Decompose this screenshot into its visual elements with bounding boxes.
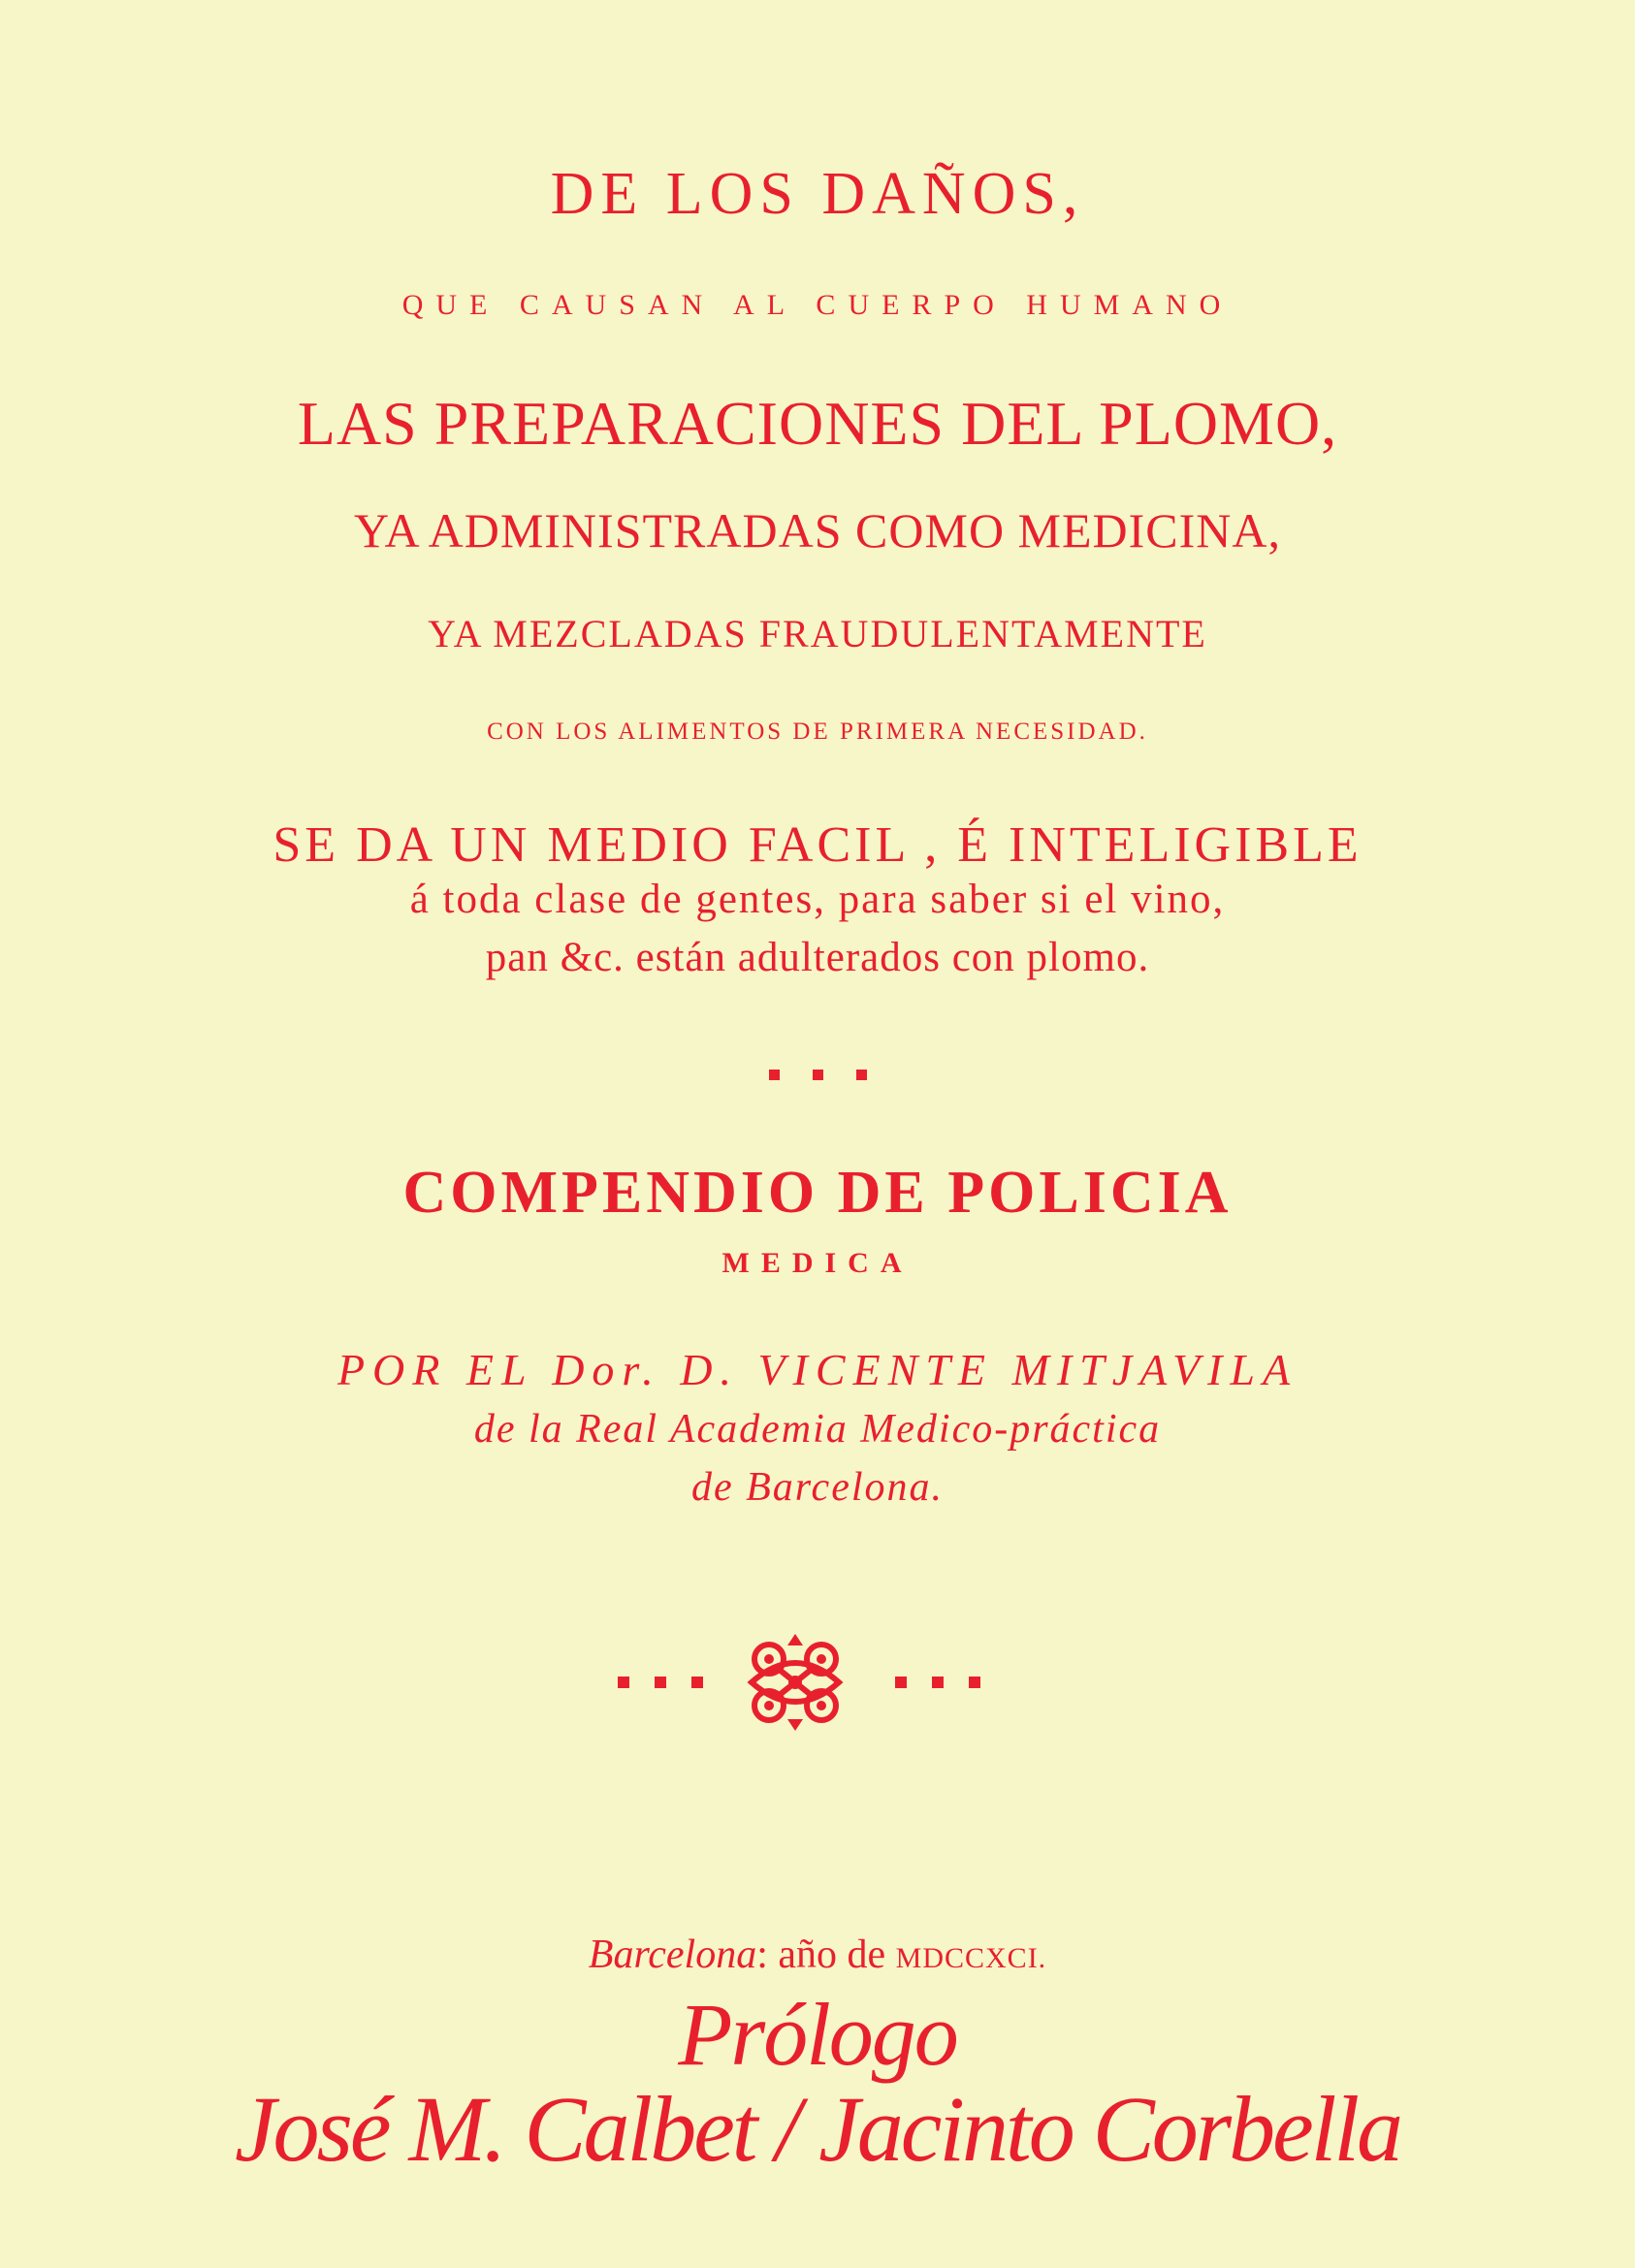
fleuron-ornament-icon <box>742 1634 849 1731</box>
imprint-year: MDCCXCI. <box>895 1942 1047 1974</box>
dot-icon <box>932 1677 944 1688</box>
dot-icon <box>691 1677 703 1688</box>
subtitle-line-3: pan &c. están adulterados con plomo. <box>485 935 1150 980</box>
author-line-1: POR EL Dor. D. VICENTE MITJAVILA <box>337 1345 1298 1394</box>
imprint-separator: : año de <box>756 1933 886 1977</box>
title-line-4: YA ADMINISTRADAS COMO MEDICINA, <box>353 503 1282 558</box>
author-line-2: de la Real Academia Medico-práctica <box>473 1407 1162 1452</box>
dot-icon <box>856 1070 867 1080</box>
author-line-3: de Barcelona. <box>690 1465 945 1510</box>
second-work-subtitle: MEDICA <box>721 1247 914 1279</box>
prologue-label: Prólogo <box>678 1985 957 2084</box>
second-work-title: COMPENDIO DE POLICIA <box>402 1160 1233 1226</box>
prologue-authors: José M. Calbet / Jacinto Corbella <box>234 2077 1401 2181</box>
dot-icon <box>895 1677 907 1688</box>
subtitle-line-1: SE DA UN MEDIO FACIL , É INTELIGIBLE <box>272 817 1362 873</box>
title-line-6: CON LOS ALIMENTOS DE PRIMERA NECESIDAD. <box>487 719 1148 745</box>
title-line-3: LAS PREPARACIONES DEL PLOMO, <box>297 389 1338 458</box>
title-line-1: DE LOS DAÑOS, <box>550 161 1085 227</box>
dot-icon <box>655 1677 666 1688</box>
separator-dots <box>0 1070 1635 1080</box>
title-line-2: QUE CAUSAN AL CUERPO HUMANO <box>401 289 1234 321</box>
imprint-place: Barcelona <box>588 1933 757 1977</box>
dot-icon <box>769 1070 780 1080</box>
title-line-5: YA MEZCLADAS FRAUDULENTAMENTE <box>428 612 1207 655</box>
imprint-line <box>0 1932 1635 1978</box>
dot-icon <box>969 1677 980 1688</box>
ornament-row <box>0 1634 1635 1731</box>
dot-icon <box>618 1677 629 1688</box>
subtitle-line-2: á toda clase de gentes, para saber si el vino, <box>409 877 1226 922</box>
dot-icon <box>813 1070 823 1080</box>
